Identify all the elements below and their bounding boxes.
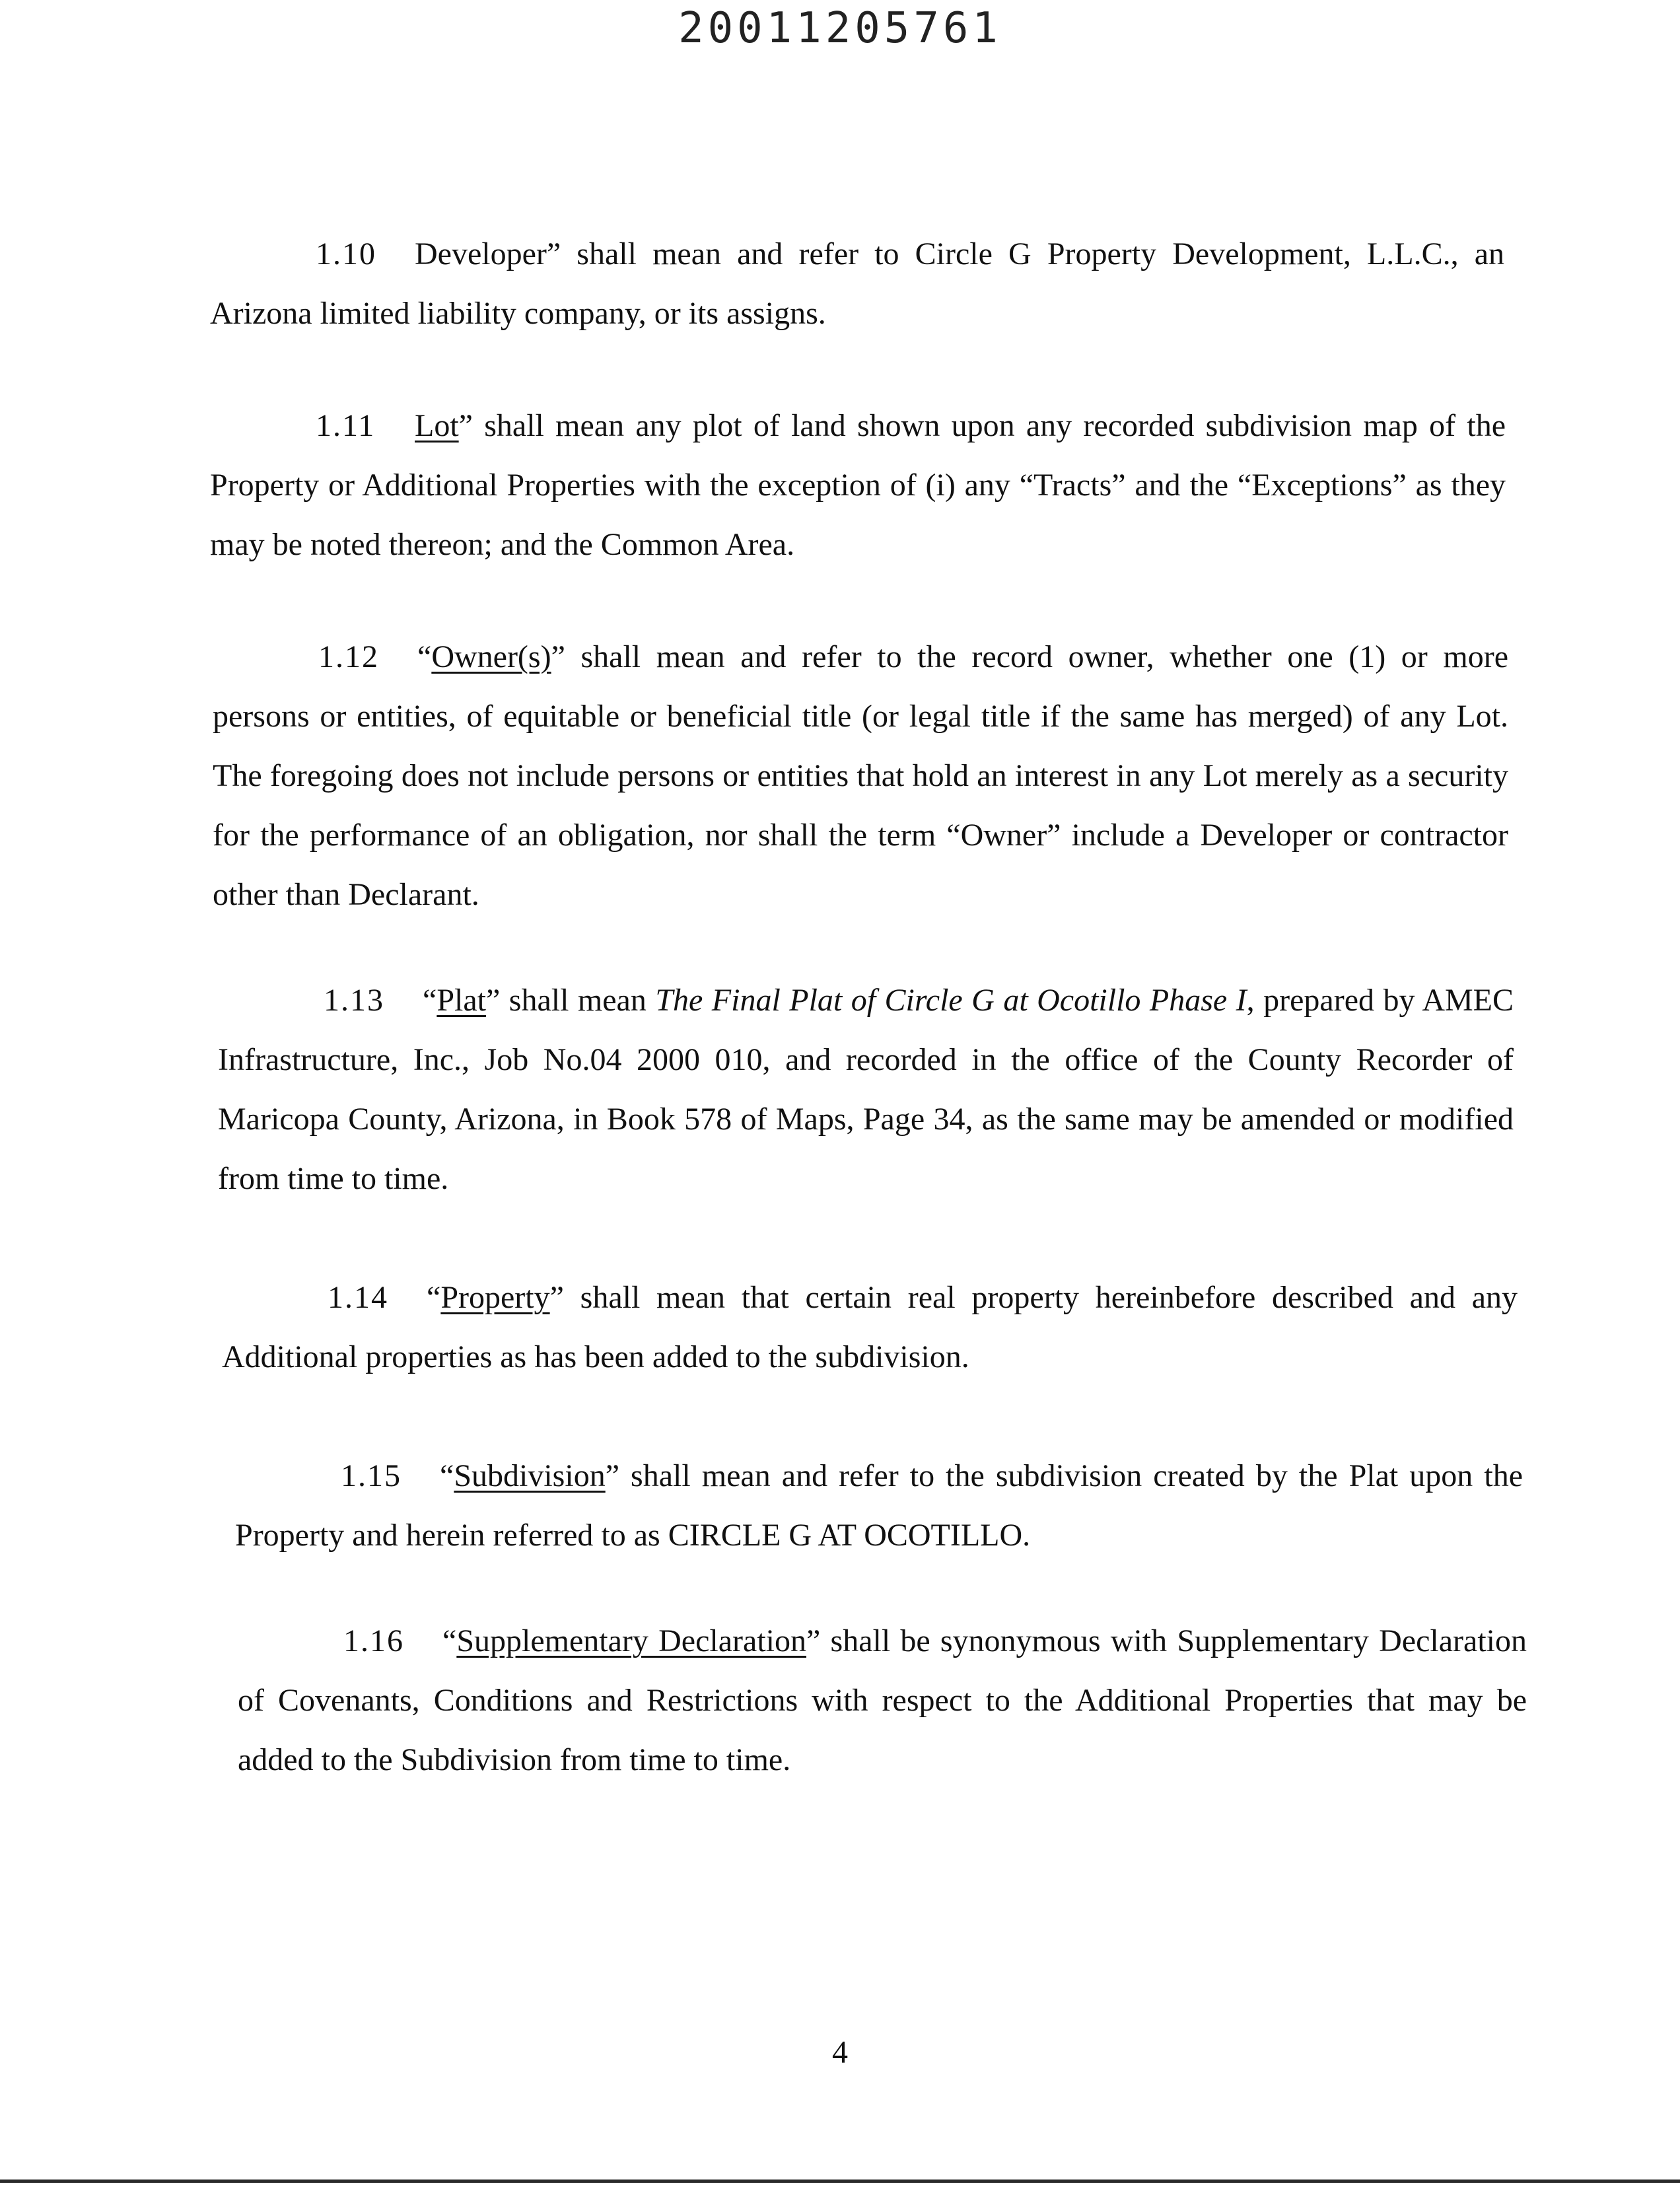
section-text: ” shall mean any plot of land shown upon any recorded subdivision map of the Property or Additional Properties with the exception of (i) any “Tracts” and the “Exceptions” as they may be noted thereon; and the Common Area. xyxy=(210,408,1506,562)
section-1-14 xyxy=(222,1268,1518,1387)
section-1-11 xyxy=(210,396,1506,575)
quote-open: “ xyxy=(417,639,432,674)
section-number: 1.16 xyxy=(343,1623,404,1658)
section-1-16 xyxy=(238,1612,1527,1790)
section-text: ” shall mean and refer to the subdivision created by the Plat upon the Property and herein referred to as CIRCLE G AT OCOTILLO. xyxy=(235,1458,1523,1553)
defined-term: Owner(s) xyxy=(431,639,551,674)
document-number: 20011205761 xyxy=(678,4,1002,53)
section-1-12 xyxy=(213,627,1508,925)
plat-title: The Final Plat of Circle G at Ocotillo Phase I xyxy=(655,983,1247,1018)
section-text: Developer” shall mean and refer to Circle G Property Development, L.L.C., an Arizona limited liability company, or its assigns. xyxy=(210,236,1504,331)
quote-open: “ xyxy=(427,1280,441,1315)
section-number: 1.15 xyxy=(341,1458,402,1493)
section-1-15 xyxy=(235,1446,1523,1565)
section-1-13 xyxy=(218,971,1514,1209)
page-number: 4 xyxy=(832,2035,848,2070)
section-number: 1.14 xyxy=(328,1280,388,1315)
defined-term: Property xyxy=(440,1280,550,1315)
section-text-before: ” shall mean xyxy=(485,983,656,1018)
quote-open: “ xyxy=(423,983,437,1018)
section-1-10 xyxy=(210,225,1504,343)
quote-open: “ xyxy=(440,1458,454,1493)
section-number: 1.12 xyxy=(318,639,379,674)
section-text: , prepared by AMEC Infrastructure, Inc., Job No.04 2000 010, and recorded in the office of the County Recorder of Maricopa County, Arizona, in Book 578 of Maps, Page 34, as the same may be amended or modified from time to time. xyxy=(218,983,1514,1196)
section-text: ” shall be synonymous with Supplementary Declaration of Covenants, Conditions and Restrictions with respect to the Additional Properties that may be added to the Subdivision from time to time. xyxy=(238,1623,1527,1777)
section-number: 1.11 xyxy=(316,408,376,443)
defined-term: Plat xyxy=(437,983,486,1018)
defined-term: Lot xyxy=(415,408,459,443)
section-text: ” shall mean and refer to the record owner, whether one (1) or more persons or entities, of equitable or beneficial title (or legal title if the same has merged) of any Lot. The foregoing does not include persons or entities that hold an interest in any Lot merely as a security for the performance of an obligation, nor shall the term “Owner” include a Developer or contractor other than Declarant. xyxy=(213,639,1508,912)
section-number: 1.13 xyxy=(324,983,384,1018)
defined-term: Supplementary Declaration xyxy=(456,1623,806,1658)
section-number: 1.10 xyxy=(316,236,376,271)
bottom-rule xyxy=(0,2180,1680,2183)
quote-open: “ xyxy=(442,1623,457,1658)
defined-term: Subdivision xyxy=(454,1458,606,1493)
section-text: ” shall mean that certain real property hereinbefore described and any Additional properties as has been added to the subdivision. xyxy=(222,1280,1518,1374)
